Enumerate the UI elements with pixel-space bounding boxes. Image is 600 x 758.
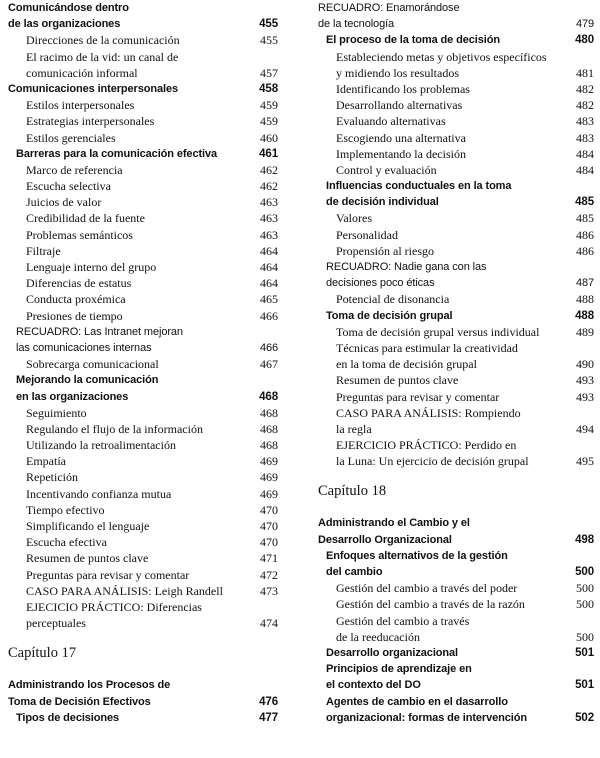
toc-page-number: 467 — [260, 357, 278, 372]
toc-subentry — [318, 65, 594, 81]
toc-subentry — [318, 437, 594, 453]
toc-entry-title: Tiempo efectivo — [26, 502, 105, 517]
toc-section-entry — [8, 0, 278, 16]
toc-subentry — [318, 324, 594, 340]
toc-entry-title: de la tecnología — [318, 18, 395, 31]
toc-entry-title: Marco de referencia — [26, 162, 123, 177]
toc-page-number: 469 — [260, 454, 278, 469]
toc-section-entry — [8, 81, 278, 97]
toc-entry-title: Barreras para la comunicación efectiva — [16, 147, 218, 160]
toc-entry-title: El racimo de la vid: un canal de — [26, 49, 179, 64]
toc-page-number: 501 — [575, 646, 594, 659]
toc-subentry — [8, 502, 278, 518]
toc-entry-title: comunicación informal — [26, 65, 138, 80]
toc-entry-title: perceptuales — [26, 616, 86, 631]
chapter-heading: Capítulo 18 — [318, 483, 387, 500]
toc-entry-title: El proceso de la toma de decisión — [326, 34, 500, 47]
toc-entry-title: Identificando los problemas — [336, 81, 470, 96]
toc-entry-title: Desarrollo organizacional — [326, 646, 458, 659]
toc-entry-title: Toma de decisión grupal versus individual — [336, 324, 540, 339]
toc-section-entry — [8, 710, 278, 726]
toc-entry-title: en la toma de decisión grupal — [336, 357, 477, 372]
toc-entry-title: organizacional: formas de intervención — [326, 711, 527, 724]
toc-page-number: 483 — [576, 114, 594, 129]
toc-page-number: 455 — [259, 18, 278, 31]
toc-page-number: 490 — [576, 357, 594, 372]
toc-section-entry — [8, 677, 278, 693]
toc-page-number: 468 — [260, 438, 278, 453]
toc-subentry — [8, 178, 278, 194]
toc-entry-title: Administrando el Cambio y el — [318, 517, 470, 530]
toc-subentry — [318, 146, 594, 162]
toc-entry-title: Valores — [336, 211, 372, 226]
toc-entry-title: Estilos interpersonales — [26, 98, 135, 113]
toc-subentry — [8, 469, 278, 485]
toc-subentry — [8, 32, 278, 48]
toc-page-number: 472 — [260, 567, 278, 582]
toc-entry-title: Empatía — [26, 454, 66, 469]
toc-page-number: 481 — [576, 65, 594, 80]
toc-entry-title: Principios de aprendizaje en — [326, 663, 472, 676]
toc-page-number: 482 — [576, 81, 594, 96]
toc-page-number: 468 — [260, 421, 278, 436]
toc-entry-title: la Luna: Un ejercicio de decisión grupal — [336, 454, 529, 469]
toc-page-number: 468 — [260, 405, 278, 420]
toc-page-number: 470 — [260, 502, 278, 517]
toc-subentry — [8, 210, 278, 226]
toc-page-number: 470 — [260, 535, 278, 550]
toc-subentry — [318, 340, 594, 356]
toc-section-entry — [318, 645, 594, 661]
toc-subentry — [8, 275, 278, 291]
toc-entry-title: Enfoques alternativos de la gestión — [326, 549, 508, 562]
toc-page-number: 498 — [575, 533, 594, 546]
toc-entry-title: Influencias conductuales en la toma — [326, 180, 512, 193]
toc-page-number: 495 — [576, 454, 594, 469]
toc-entry-title: Estrategias interpersonales — [26, 114, 155, 129]
toc-column-right — [318, 0, 594, 726]
toc-page-number: 494 — [576, 421, 594, 436]
toc-box-entry — [318, 275, 594, 291]
toc-section-entry — [8, 16, 278, 32]
toc-subentry — [8, 534, 278, 550]
toc-entry-title: Juicios de valor — [26, 195, 102, 210]
toc-entry-title: Agentes de cambio en el dasarrollo — [326, 695, 508, 708]
toc-page-number: 473 — [260, 583, 278, 598]
toc-page-number: 455 — [260, 33, 278, 48]
toc-page-number: 488 — [575, 309, 594, 322]
toc-section-entry — [318, 32, 594, 48]
toc-subentry — [8, 583, 278, 599]
toc-page-number: 461 — [259, 147, 278, 160]
toc-entry-title: Toma de decisión grupal — [326, 309, 453, 322]
toc-section-entry — [318, 308, 594, 324]
toc-subentry — [318, 291, 594, 307]
toc-page-number: 480 — [575, 34, 594, 47]
toc-entry-title: Repetición — [26, 470, 78, 485]
toc-entry-title: Administrando los Procesos de — [8, 679, 171, 692]
toc-entry-title: Toma de Decisión Efectivos — [8, 695, 151, 708]
toc-page-number: 486 — [576, 243, 594, 258]
toc-entry-title: Gestión del cambio a través del poder — [336, 581, 518, 596]
toc-entry-title: Técnicas para estimular la creatividad — [336, 340, 518, 355]
toc-subentry — [318, 210, 594, 226]
toc-entry-title: Incentivando confianza mutua — [26, 486, 172, 501]
toc-subentry — [318, 453, 594, 469]
toc-entry-title: la regla — [336, 421, 372, 436]
toc-entry-title: Implementando la decisión — [336, 146, 466, 161]
toc-entry-title: Direcciones de la comunicación — [26, 33, 180, 48]
toc-page-number: 493 — [576, 389, 594, 404]
toc-page-number: 500 — [576, 629, 594, 644]
toc-page-number: 458 — [259, 82, 278, 95]
toc-entry-title: RECUADRO: Enamorándose — [318, 2, 460, 14]
toc-page-number: 485 — [576, 211, 594, 226]
toc-section-entry — [318, 178, 594, 194]
toc-page-number: 460 — [260, 130, 278, 145]
toc-subentry — [8, 308, 278, 324]
toc-entry-title: Regulando el flujo de la información — [26, 421, 203, 436]
toc-subentry — [8, 259, 278, 275]
toc-entry-title: Evaluando alternativas — [336, 114, 446, 129]
toc-box-entry — [318, 0, 594, 16]
toc-page-number: 489 — [576, 324, 594, 339]
toc-section-entry — [318, 677, 594, 693]
toc-entry-title: Comunicaciones interpersonales — [8, 82, 178, 95]
toc-subentry — [8, 421, 278, 437]
toc-entry-title: Escucha efectiva — [26, 535, 107, 550]
toc-entry-title: de las organizaciones — [8, 18, 121, 31]
toc-subentry — [8, 437, 278, 453]
toc-subentry — [318, 372, 594, 388]
toc-page-number: 466 — [260, 308, 278, 323]
toc-page-number: 462 — [260, 179, 278, 194]
toc-entry-title: Conducta proxémica — [26, 292, 126, 307]
toc-box-entry — [8, 324, 278, 340]
toc-entry-title: Mejorando la comunicación — [16, 374, 159, 387]
toc-entry-title: RECUADRO: Las Intranet mejoran — [16, 325, 183, 338]
toc-page-number: 477 — [259, 711, 278, 724]
toc-page-number: 463 — [260, 195, 278, 210]
toc-entry-title: Control y evaluación — [336, 162, 437, 177]
toc-subentry — [8, 405, 278, 421]
toc-page-number: 469 — [260, 486, 278, 501]
toc-section-entry — [8, 389, 278, 405]
toc-page-number: 500 — [575, 566, 594, 578]
toc-entry-title: Personalidad — [336, 227, 398, 242]
toc-subentry — [8, 194, 278, 210]
toc-entry-title: Sobrecarga comunicacional — [26, 357, 159, 372]
toc-page-number: 479 — [575, 18, 594, 31]
toc-page-number: 484 — [576, 162, 594, 177]
toc-subentry — [318, 629, 594, 645]
toc-entry-title: Credibilidad de la fuente — [26, 211, 145, 226]
toc-subentry — [8, 453, 278, 469]
toc-entry-title: el contexto del DO — [326, 679, 421, 692]
toc-page-number: 466 — [259, 341, 278, 354]
toc-entry-title: Tipos de decisiones — [16, 711, 120, 724]
toc-entry-title: CASO PARA ANÁLISIS: Leigh Randell — [26, 583, 223, 598]
toc-entry-title: Gestión del cambio a través de la razón — [336, 597, 525, 612]
toc-subentry — [318, 613, 594, 629]
toc-section-entry — [8, 694, 278, 710]
toc-entry-title: en las organizaciones — [16, 390, 129, 403]
toc-entry-title: del cambio — [326, 566, 383, 578]
toc-entry-title: Propensión al riesgo — [336, 243, 434, 258]
toc-subentry — [318, 596, 594, 612]
toc-subentry — [8, 599, 278, 615]
toc-subentry — [318, 81, 594, 97]
toc-box-entry — [318, 259, 594, 275]
toc-section-entry — [8, 372, 278, 388]
toc-entry-title: Preguntas para revisar y comentar — [26, 567, 190, 582]
toc-box-entry — [8, 340, 278, 356]
toc-page-number: 464 — [260, 260, 278, 274]
toc-page-number: 463 — [260, 211, 278, 226]
toc-subentry — [8, 486, 278, 502]
toc-page-number: 485 — [575, 196, 594, 209]
toc-subentry — [8, 49, 278, 65]
toc-entry-title: Escogiendo una alternativa — [336, 130, 466, 145]
toc-page-number: 474 — [260, 616, 278, 631]
toc-entry-title: EJERCICIO PRÁCTICO: Perdido en — [336, 438, 517, 453]
toc-column-left — [8, 0, 278, 726]
toc-page-number: 469 — [260, 470, 278, 485]
toc-page-number: 471 — [260, 551, 278, 566]
toc-entry-title: Diferencias de estatus — [26, 276, 132, 291]
toc-subentry — [8, 567, 278, 583]
toc-page-number: 457 — [260, 65, 278, 80]
toc-page-number: 462 — [260, 162, 278, 177]
toc-page-number: 500 — [576, 581, 594, 596]
toc-entry-title: CASO PARA ANÁLISIS: Rompiendo — [336, 405, 521, 420]
toc-entry-title: Estilos gerenciales — [26, 130, 116, 145]
toc-section-entry — [318, 548, 594, 564]
toc-page-number: 502 — [575, 711, 594, 724]
toc-entry-title: y midiendo los resultados — [336, 65, 459, 80]
toc-entry-title: EJECICIO PRÁCTICO: Diferencias — [26, 599, 202, 614]
toc-page-number: 487 — [575, 277, 594, 290]
toc-page-number: 476 — [259, 695, 278, 708]
toc-subentry — [318, 389, 594, 405]
toc-page-number: 463 — [260, 227, 278, 242]
toc-section-entry — [318, 661, 594, 677]
toc-entry-title: RECUADRO: Nadie gana con las — [326, 261, 487, 273]
toc-entry-title: las comunicaciones internas — [16, 341, 152, 354]
chapter-heading: Capítulo 17 — [8, 645, 77, 662]
toc-page-number: 459 — [260, 98, 278, 113]
toc-section-entry — [318, 694, 594, 710]
toc-subentry — [8, 518, 278, 534]
toc-entry-title: Resumen de puntos clave — [336, 373, 459, 388]
toc-entry-title: de la reeducación — [336, 629, 420, 644]
toc-entry-title: Filtraje — [26, 243, 61, 258]
toc-subentry — [8, 550, 278, 566]
toc-entry-title: Gestión del cambio a través — [336, 613, 470, 628]
toc-entry-title: Desarrollo Organizacional — [318, 533, 452, 546]
toc-entry-title: Seguimiento — [26, 405, 87, 420]
toc-subentry — [8, 65, 278, 81]
toc-subentry — [318, 580, 594, 596]
toc-subentry — [318, 130, 594, 146]
toc-section-entry — [318, 515, 594, 531]
toc-entry-title: Simplificando el lenguaje — [26, 519, 150, 533]
toc-entry-title: Potencial de disonancia — [336, 292, 450, 307]
toc-subentry — [8, 113, 278, 129]
toc-entry-title: Presiones de tiempo — [26, 308, 123, 323]
toc-section-entry — [8, 146, 278, 162]
toc-section-entry — [318, 194, 594, 210]
toc-entry-title: Lenguaje interno del grupo — [26, 260, 157, 274]
toc-subentry — [8, 97, 278, 113]
toc-page-number: 468 — [259, 390, 278, 403]
toc-entry-title: Desarrollando alternativas — [336, 98, 463, 113]
toc-subentry — [318, 97, 594, 113]
toc-page-number: 482 — [576, 98, 594, 113]
toc-subentry — [8, 291, 278, 307]
toc-page-number: 486 — [576, 227, 594, 242]
toc-page-number: 464 — [260, 243, 278, 258]
toc-entry-title: Resumen de puntos clave — [26, 551, 149, 566]
toc-subentry — [318, 421, 594, 437]
toc-subentry — [318, 49, 594, 65]
toc-section-entry — [318, 532, 594, 548]
toc-subentry — [318, 227, 594, 243]
toc-subentry — [8, 227, 278, 243]
toc-page-number: 493 — [576, 373, 594, 388]
toc-subentry — [8, 615, 278, 631]
toc-subentry — [8, 356, 278, 372]
toc-page-number: 483 — [576, 130, 594, 145]
toc-subentry — [8, 162, 278, 178]
toc-entry-title: de decisión individual — [326, 196, 439, 209]
toc-entry-title: Preguntas para revisar y comentar — [336, 389, 500, 404]
toc-subentry — [318, 162, 594, 178]
toc-section-entry — [318, 564, 594, 580]
toc-subentry — [318, 113, 594, 129]
toc-subentry — [8, 243, 278, 259]
toc-page-number: 488 — [576, 292, 594, 307]
toc-subentry — [8, 130, 278, 146]
toc-page-number: 484 — [576, 146, 594, 161]
toc-entry-title: decisiones poco éticas — [326, 277, 435, 290]
toc-page-number: 459 — [260, 114, 278, 129]
toc-page-number: 470 — [260, 519, 278, 533]
toc-entry-title: Problemas semánticos — [26, 227, 133, 242]
toc-entry-title: Utilizando la retroalimentación — [26, 438, 176, 453]
toc-page-number: 500 — [576, 597, 594, 612]
toc-section-entry — [318, 710, 594, 726]
toc-entry-title: Escucha selectiva — [26, 179, 111, 194]
toc-page-number: 465 — [260, 292, 278, 307]
toc-page-number: 501 — [575, 679, 594, 692]
toc-entry-title: Comunicándose dentro — [8, 2, 129, 14]
toc-entry-title: Estableciendo metas y objetivos específicos — [336, 49, 547, 64]
toc-subentry — [318, 405, 594, 421]
toc-subentry — [318, 356, 594, 372]
toc-page-number: 464 — [260, 276, 278, 291]
toc-box-entry — [318, 16, 594, 32]
toc-subentry — [318, 243, 594, 259]
